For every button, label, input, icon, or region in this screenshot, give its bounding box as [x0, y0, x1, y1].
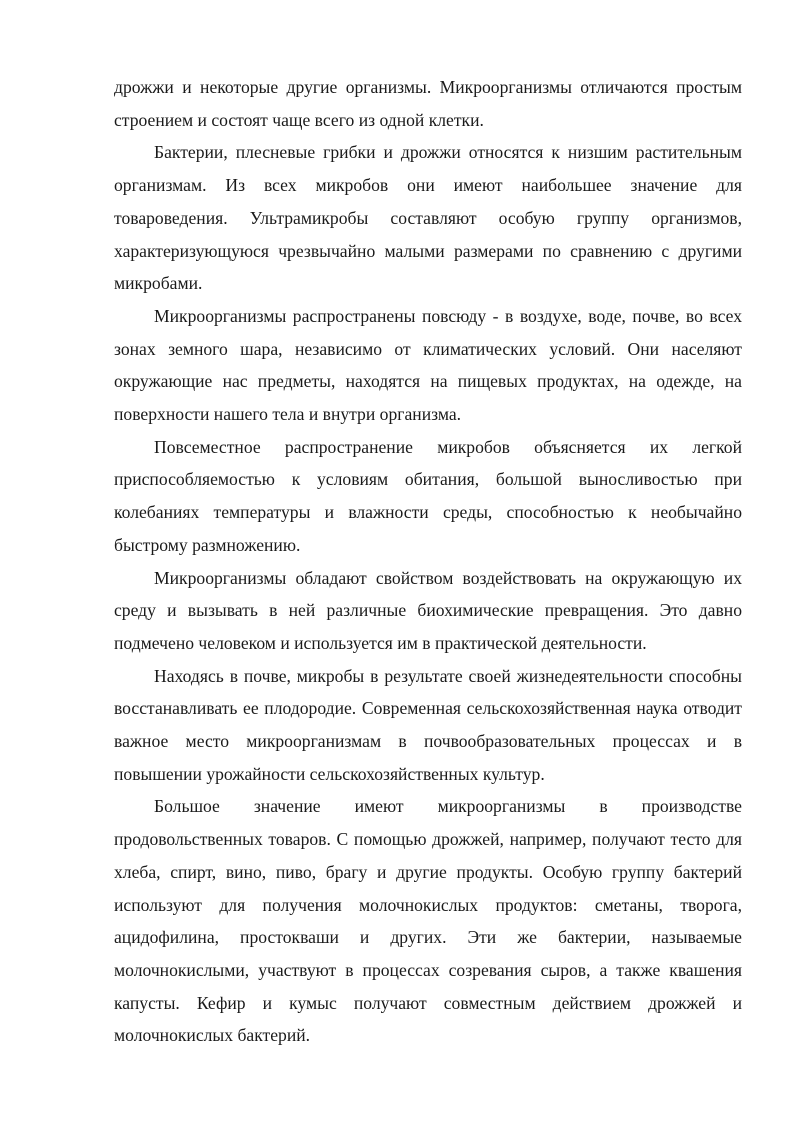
paragraph-continuation: дрожжи и некоторые другие организмы. Микроорганизмы отличаются простым строением и состоят чаще всего из одной клетки.	[114, 77, 742, 130]
paragraph-widespread-reason: Повсеместное распространение микробов объясняется их легкой приспособляемостью к условиям обитания, большой выносливостью при колебаниях температуры и влажности среды, способностью к необычайно быстрому размножению.	[114, 436, 742, 555]
paragraph-biochemical-effects: Микроорганизмы обладают свойством воздействовать на окружающую их среду и вызывать в ней различные биохимические превращения. Это давно подмечено человеком и используется им в практической деятельности.	[114, 567, 742, 653]
paragraph-microbe-distribution: Микроорганизмы распространены повсюду - в воздухе, воде, почве, во всех зонах земного шара, независимо от климатических условий. Они населяют окружающие нас предметы, находятся на пищевых продуктах, на одежде, на поверхности нашего тела и внутри организма.	[114, 305, 742, 425]
document-page	[114, 71, 742, 1052]
paragraph-food-production: Большое значение имеют микроорганизмы в производстве продовольственных товаров. С помощью дрожжей, например, получают тесто для хлеба, спирт, вино, пиво, брагу и другие продукты. Особую группу бактерий используют для получения молочнокислых продуктов: сметаны, творога, ацидофилина, простокваши и других. Эти же бактерии, называемые молочнокислыми, участвуют в процессах созревания сыров, а также квашения капусты. Кефир и кумыс получают совместным действием дрожжей и молочнокислых бактерий.	[114, 796, 742, 1046]
paragraph-soil-fertility: Находясь в почве, микробы в результате своей жизнедеятельности способны восстанавливать ее плодородие. Современная сельскохозяйственная наука отводит важное место микроорганизмам в почвообразовательных процессах и в повышении урожайности сельскохозяйственных культур.	[114, 665, 742, 784]
paragraph-microbe-types: Бактерии, плесневые грибки и дрожжи относятся к низшим растительным организмам. Из всех микробов они имеют наибольшее значение для товароведения. Ультрамикробы составляют особую группу организмов, характеризующуюся чрезвычайно малыми размерами по сравнению с другими микробами.	[114, 142, 742, 294]
